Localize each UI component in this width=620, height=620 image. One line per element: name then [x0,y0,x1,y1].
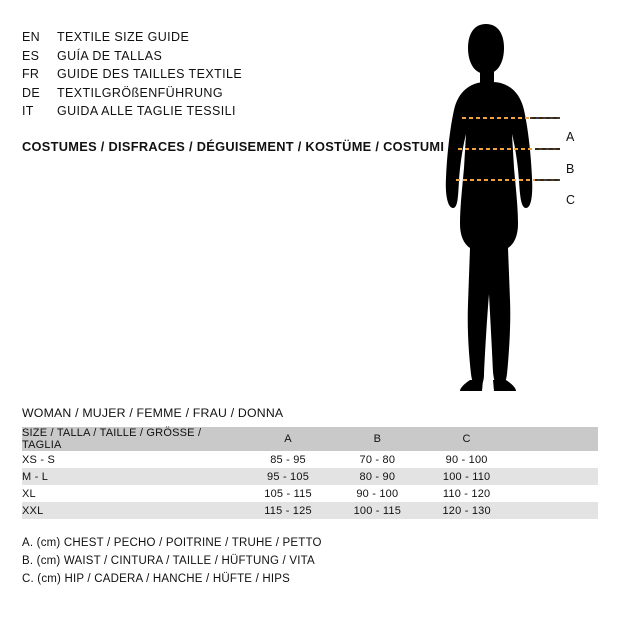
language-text-en: TEXTILE SIZE GUIDE [57,30,190,44]
cell-a: 115 - 125 [243,502,332,519]
language-row-fr [22,67,412,81]
column-header-b: B [333,427,422,451]
column-header-c: C [422,427,511,451]
note-c: C. (cm) HIP / CADERA / HANCHE / HÜFTE / HIPS [22,573,291,585]
language-row-es [22,49,412,63]
cell-a: 105 - 115 [243,485,332,502]
language-text-de: TEXTILGRÖßENFÜHRUNG [57,85,223,100]
language-list [22,30,412,123]
language-row-it [22,104,412,118]
column-header-size: SIZE / TALLA / TAILLE / GRÖSSE / TAGLIA [22,427,243,451]
cell-size: M - L [22,468,243,485]
size-table [22,427,598,519]
language-text-es: GUÍA DE TALLAS [57,48,163,63]
cell-a: 85 - 95 [243,451,332,468]
table-header-row [22,427,598,451]
note-b: B. (cm) WAIST / CINTURA / TAILLE / HÜFTUNG / VITA [22,555,315,567]
measurement-notes [22,534,322,588]
language-code-fr: FR [22,67,40,81]
cell-c: 100 - 110 [422,468,511,485]
cell-b: 90 - 100 [333,485,422,502]
column-header-a: A [243,427,332,451]
measure-label-b: B [566,162,575,176]
note-a: A. (cm) CHEST / PECHO / POITRINE / TRUHE / PETTO [22,537,322,549]
body-figure [420,18,610,393]
cell-b: 70 - 80 [333,451,422,468]
cell-c: 110 - 120 [422,485,511,502]
measure-label-a: A [566,130,575,144]
measure-label-c: C [566,193,576,207]
cell-pad [511,451,598,468]
language-code-es: ES [22,48,40,63]
costumes-subtitle: COSTUMES / DISFRACES / DÉGUISEMENT / KOSTÜME / COSTUMI [22,139,445,154]
table-row [22,485,598,502]
cell-a: 95 - 105 [243,468,332,485]
cell-pad [511,485,598,502]
table-title: WOMAN / MUJER / FEMME / FRAU / DONNA [22,406,284,420]
female-silhouette-icon [420,18,610,393]
cell-pad [511,502,598,519]
cell-b: 80 - 90 [333,468,422,485]
cell-c: 90 - 100 [422,451,511,468]
language-code-en: EN [22,30,40,44]
language-text-fr: GUIDE DES TAILLES TEXTILE [57,67,243,81]
table-row [22,451,598,468]
column-header-pad [511,427,598,451]
cell-pad [511,468,598,485]
table-row [22,502,598,519]
cell-size: XL [22,485,243,502]
cell-size: XXL [22,502,243,519]
cell-b: 100 - 115 [333,502,422,519]
language-row-de [22,86,412,100]
table-row [22,468,598,485]
language-code-it: IT [22,104,34,118]
language-code-de: DE [22,85,40,100]
language-text-it: GUIDA ALLE TAGLIE TESSILI [57,104,236,118]
cell-size: XS - S [22,451,243,468]
cell-c: 120 - 130 [422,502,511,519]
language-row-en [22,30,412,44]
